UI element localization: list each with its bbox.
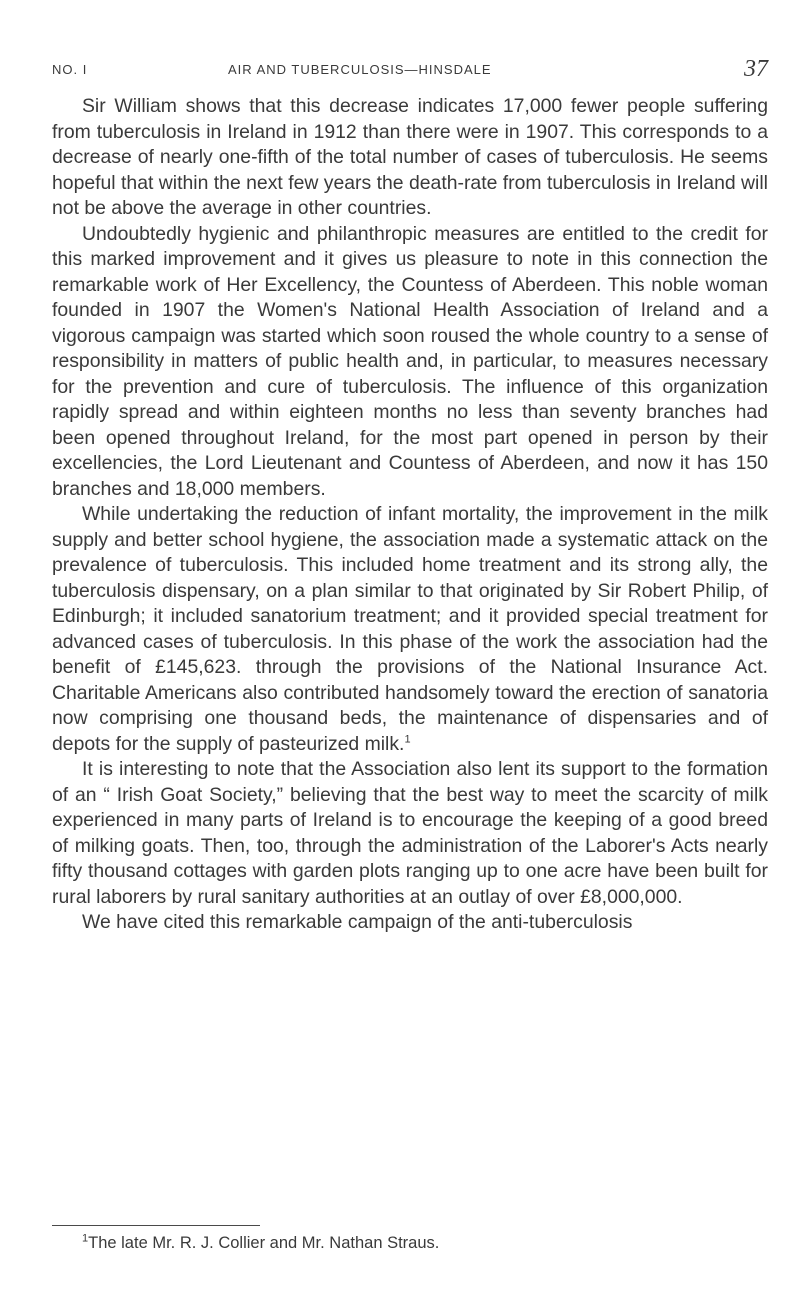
paragraph-text: While undertaking the reduction of infant mortality, the improvement in the milk supply and better school hygiene, the association made a systematic attack on the prevalence of tuberculosis. This included home treatment and its strong ally, the tuberculosis dispensary, on a plan similar to that originated by Sir Robert Philip, of Edinburgh; it included sanatorium treatment; and it provided special treatment for advanced cases of tuberculosis. In this phase of the work the association had the benefit of £145,623. through the provisions of the National Insurance Act. Charitable Americans also contributed handsomely toward the erection of sanatoria now comprising one thousand beds, the maintenance of dispensaries and of depots for the supply of pasteurized milk. — [52, 503, 768, 755]
running-head — [52, 56, 768, 86]
footnote-text: The late Mr. R. J. Collier and Mr. Nathan Straus. — [88, 1234, 440, 1252]
paragraph-text: Sir William shows that this decrease indicates 17,000 fewer people suffering from tuberculosis in Ireland in 1912 than there were in 1907. This corresponds to a decrease of nearly one-fifth of the total number of cases of tuberculosis. He seems hopeful that within the next few years the death-rate from tuberculosis in Ireland will not be above the average in other countries. — [52, 95, 768, 219]
paragraph-text: Undoubtedly hygienic and philanthropic measures are entitled to the credit for this marked improvement and it gives us pleasure to note in this connection the remarkable work of Her Excellency, the Countess of Aberdeen. This noble woman founded in 1907 the Women's National Health Association of Ireland and a vigorous campaign was started which soon roused the whole country to a sense of responsibility in matters of public health and, in particular, to measures necessary for the prevention and cure of tuberculosis. The influence of this organization rapidly spread and within eighteen months no less than seventy branches had been opened throughout Ireland, for the most part opened in person by their excellencies, the Lord Lieutenant and Countess of Aberdeen, and now it has 150 branches and 18,000 members. — [52, 222, 768, 500]
paragraph — [52, 222, 768, 503]
paragraph-text: It is interesting to note that the Association also lent its support to the formation of an “ Irish Goat Society,” believing that the best way to meet the scarcity of milk experienced in many parts of Ireland is to encourage the keeping of a good breed of milking goats. Then, too, through the administration of the Laborer's Acts nearly fifty thousand cottages with garden plots ranging up to one acre have been built for rural laborers by rural sanitary authorities at an outlay of over £8,000,000. — [52, 758, 768, 908]
footnote-marker: 1 — [82, 1232, 89, 1245]
running-title: AIR AND TUBERCULOSIS—HINSDALE — [228, 62, 492, 77]
paragraph — [52, 502, 768, 757]
issue-number: NO. I — [52, 62, 88, 77]
footnote-divider — [52, 1225, 260, 1226]
page-number: 37 — [744, 56, 768, 82]
footnote-reference: 1 — [404, 733, 411, 746]
paragraph — [52, 910, 768, 936]
paragraph — [52, 757, 768, 910]
paragraph-text: We have cited this remarkable campaign of the anti-tuberculosis — [82, 911, 633, 933]
footnote — [82, 1232, 768, 1254]
body-text — [52, 94, 768, 936]
paragraph — [52, 94, 768, 222]
